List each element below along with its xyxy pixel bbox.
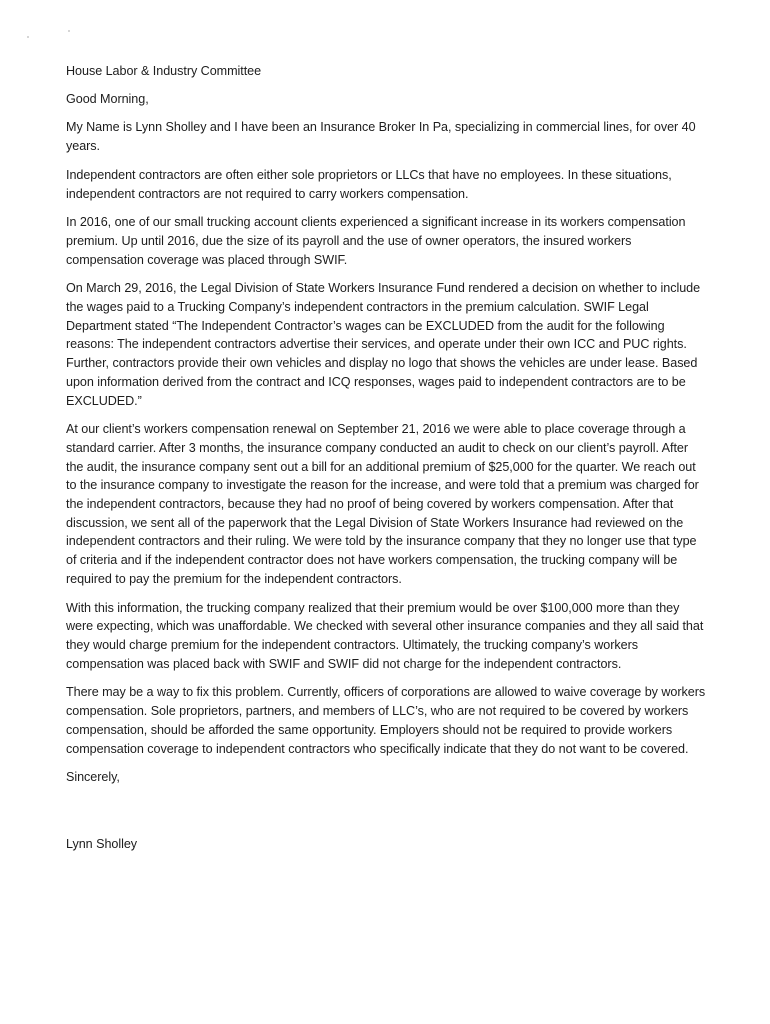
paragraph-premium-outcome: With this information, the trucking company realized that their premium would be over $100,000 more than they were expecting, which was unaffordable. We checked with several other insurance companies and they all said that they would charge premium for the independent contractors. Ultimately, the trucking company’s workers compensation was placed back with SWIF and SWIF did not charge for the independent contractors. (66, 600, 704, 671)
paragraph-2016-increase: In 2016, one of our small trucking account clients experienced a significant increase in its workers compensation premium. Up until 2016, due the size of its payroll and the use of owner operators, the insured workers compensation coverage was placed through SWIF. (66, 215, 686, 267)
paragraph-proposed-fix: There may be a way to fix this problem. Currently, officers of corporations are allowed to waive coverage by workers compensation. Sole proprietors, partners, and members of LLC’s, who are not required to be covered by workers compensation, should be afforded the same opportunity. Employers should not be required to provide workers compensation coverage to independent contractors who specifically indicate that they do not want to be covered. (66, 685, 706, 756)
closing: Sincerely, (66, 770, 120, 785)
paragraph-introduction: My Name is Lynn Sholley and I have been an Insurance Broker In Pa, specializing in commercial lines, for over 40 years. (66, 120, 696, 154)
letter-body (66, 62, 708, 864)
paragraph-renewal-audit: At our client’s workers compensation renewal on September 21, 2016 we were able to place coverage through a standard carrier. After 3 months, the insurance company conducted an audit to check on our client’s payroll. After the audit, the insurance company sent out a bill for an additional premium of $25,000 for the quarter. We reach out to the insurance company to investigate the reason for the increase, and were told that a premium was charged for the independent contractors, because they had no proof of being covered by workers compensation. After that discussion, we sent all of the paperwork that the Legal Division of State Workers Insurance had reviewed on the independent contractors and their ruling. We were told by the insurance company that they no longer use that type of criteria and if the independent contractor does not have workers compensation, the trucking company will be required to pay the premium for the independent contractors. (66, 422, 699, 586)
addressee: House Labor & Industry Committee (66, 64, 262, 78)
paragraph-swif-decision: On March 29, 2016, the Legal Division of State Workers Insurance Fund rendered a decision on whether to include the wages paid to a Trucking Company’s independent contractors in the premium calculation. SWIF Legal Department stated “The Independent Contractor’s wages can be EXCLUDED from the audit for the following reasons: The independent contractors advertise their services, and operate under their own ICC and PUC rights. Further, contractors provide their own vehicles and display no logo that shows the vehicles are under lease. Based upon information derived from the contract and ICQ responses, wages paid to independent contractors are to be EXCLUDED.” (66, 281, 701, 408)
scan-speck (68, 30, 70, 32)
signature-name: Lynn Sholley (66, 836, 138, 851)
greeting: Good Morning, (66, 91, 149, 106)
scan-speck (27, 36, 29, 38)
paragraph-independent-contractors: Independent contractors are often either sole proprietors or LLCs that have no employees. In these situations, independent contractors are not required to carry workers compensation. (66, 167, 672, 201)
